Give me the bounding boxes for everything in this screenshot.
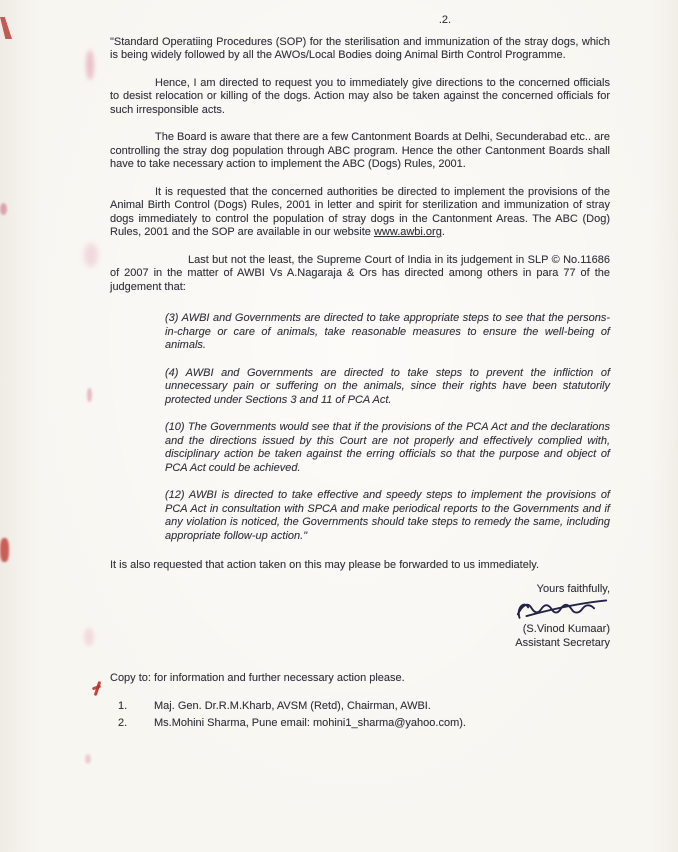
paragraph-abc-rules <box>110 186 610 240</box>
paragraph-request-directions: Hence, I am directed to request you to immediately give directions to the concerned officials to desist relocation or killing of the dogs. Action may also be taken against the concerned officials for such irresponsible acts. <box>110 76 610 116</box>
paragraph-supreme-court: Last but not the least, the Supreme Court of India in its judgement in SLP © No.11686 of 2007 in the matter of AWBI Vs A.Nagaraja & Ors has directed among others in para 77 of the judgement that: <box>110 253 610 293</box>
judgement-quote-3: (3) AWBI and Governments are directed to take appropriate steps to see that the persons-in-charge or care of animals, take reasonable measures to ensure the well-being of animals. <box>165 312 610 351</box>
copy-to-item-text: Ms.Mohini Sharma, Pune email: mohini1_sharma@yahoo.com). <box>154 717 466 729</box>
signature-area <box>110 597 610 623</box>
copy-to-item-number: 1. <box>118 699 128 712</box>
page-number: .2. <box>438 14 452 26</box>
paragraph-cantonment-boards: The Board is aware that there are a few Cantonment Boards at Delhi, Secunderabad etc.. are controlling the stray dog population through ABC program. Hence the other Cantonment Boards shall have to take necessary action to implement the ABC (Dogs) Rules, 2001. <box>110 131 610 170</box>
scan-artifact-pink-dot <box>85 754 91 764</box>
paragraph-sop: "Standard Operatiing Procedures (SOP) for the sterilisation and immunization of the stray dogs, which is being widely followed by all the AWOs/Local Bodies doing Animal Birth Control Programme. <box>110 35 610 61</box>
copy-to-item <box>110 700 610 714</box>
copy-to-item <box>110 717 610 731</box>
judgement-quote-10: (10) The Governments would see that if the provisions of the PCA Act and the declarations and the directions issued by this Court are not properly and effectively complied with, disciplinary action be taken against the erring officials so that the purpose and object of PCA Act could be achieved. <box>165 421 610 474</box>
judgement-quote-4: (4) AWBI and Governments are directed to take steps to prevent the infliction of unnecessary pain or suffering on the animals, since their rights have been statutorily protected under Sections 3 and 11 of PCA Act. <box>165 366 610 406</box>
valediction: Yours faithfully, <box>536 582 610 595</box>
signatory-title: Assistant Secretary <box>515 636 610 649</box>
awbi-website-link: www.awbi.org <box>373 226 442 238</box>
signature <box>514 597 610 623</box>
judgement-quote-12: (12) AWBI is directed to take effective and speedy steps to implement the provisions of PCA Act in consultation with SPCA and make periodical reports to the Governments and if any violation is noticed, the Governments should take steps to remedy the same, including appropriate follow-up action." <box>165 489 610 542</box>
action-request-line: It is also requested that action taken on this may please be forwarded to us immediately. <box>110 559 540 571</box>
paragraph-text: It is requested that the concerned authorities be directed to implement the provisions of the Animal Birth Control (Dogs) Rules, 2001 in letter and spirit for sterilization and immunization of stray dogs immediately to control the population of stray dogs in the Cantonment Areas. The ABC (Dog) Rules, 2001 and the SOP are available in our website <box>110 185 610 238</box>
copy-to-item-text: Maj. Gen. Dr.R.M.Kharb, AVSM (Retd), Chairman, AWBI. <box>154 699 431 712</box>
copy-to-item-number: 2. <box>118 717 128 729</box>
closing-block <box>110 583 610 651</box>
paragraph-text: . <box>441 226 445 238</box>
copy-to-heading: Copy to: for information and further necessary action please. <box>110 672 405 684</box>
signatory-name: (S.Vinod Kumaar) <box>522 623 610 635</box>
